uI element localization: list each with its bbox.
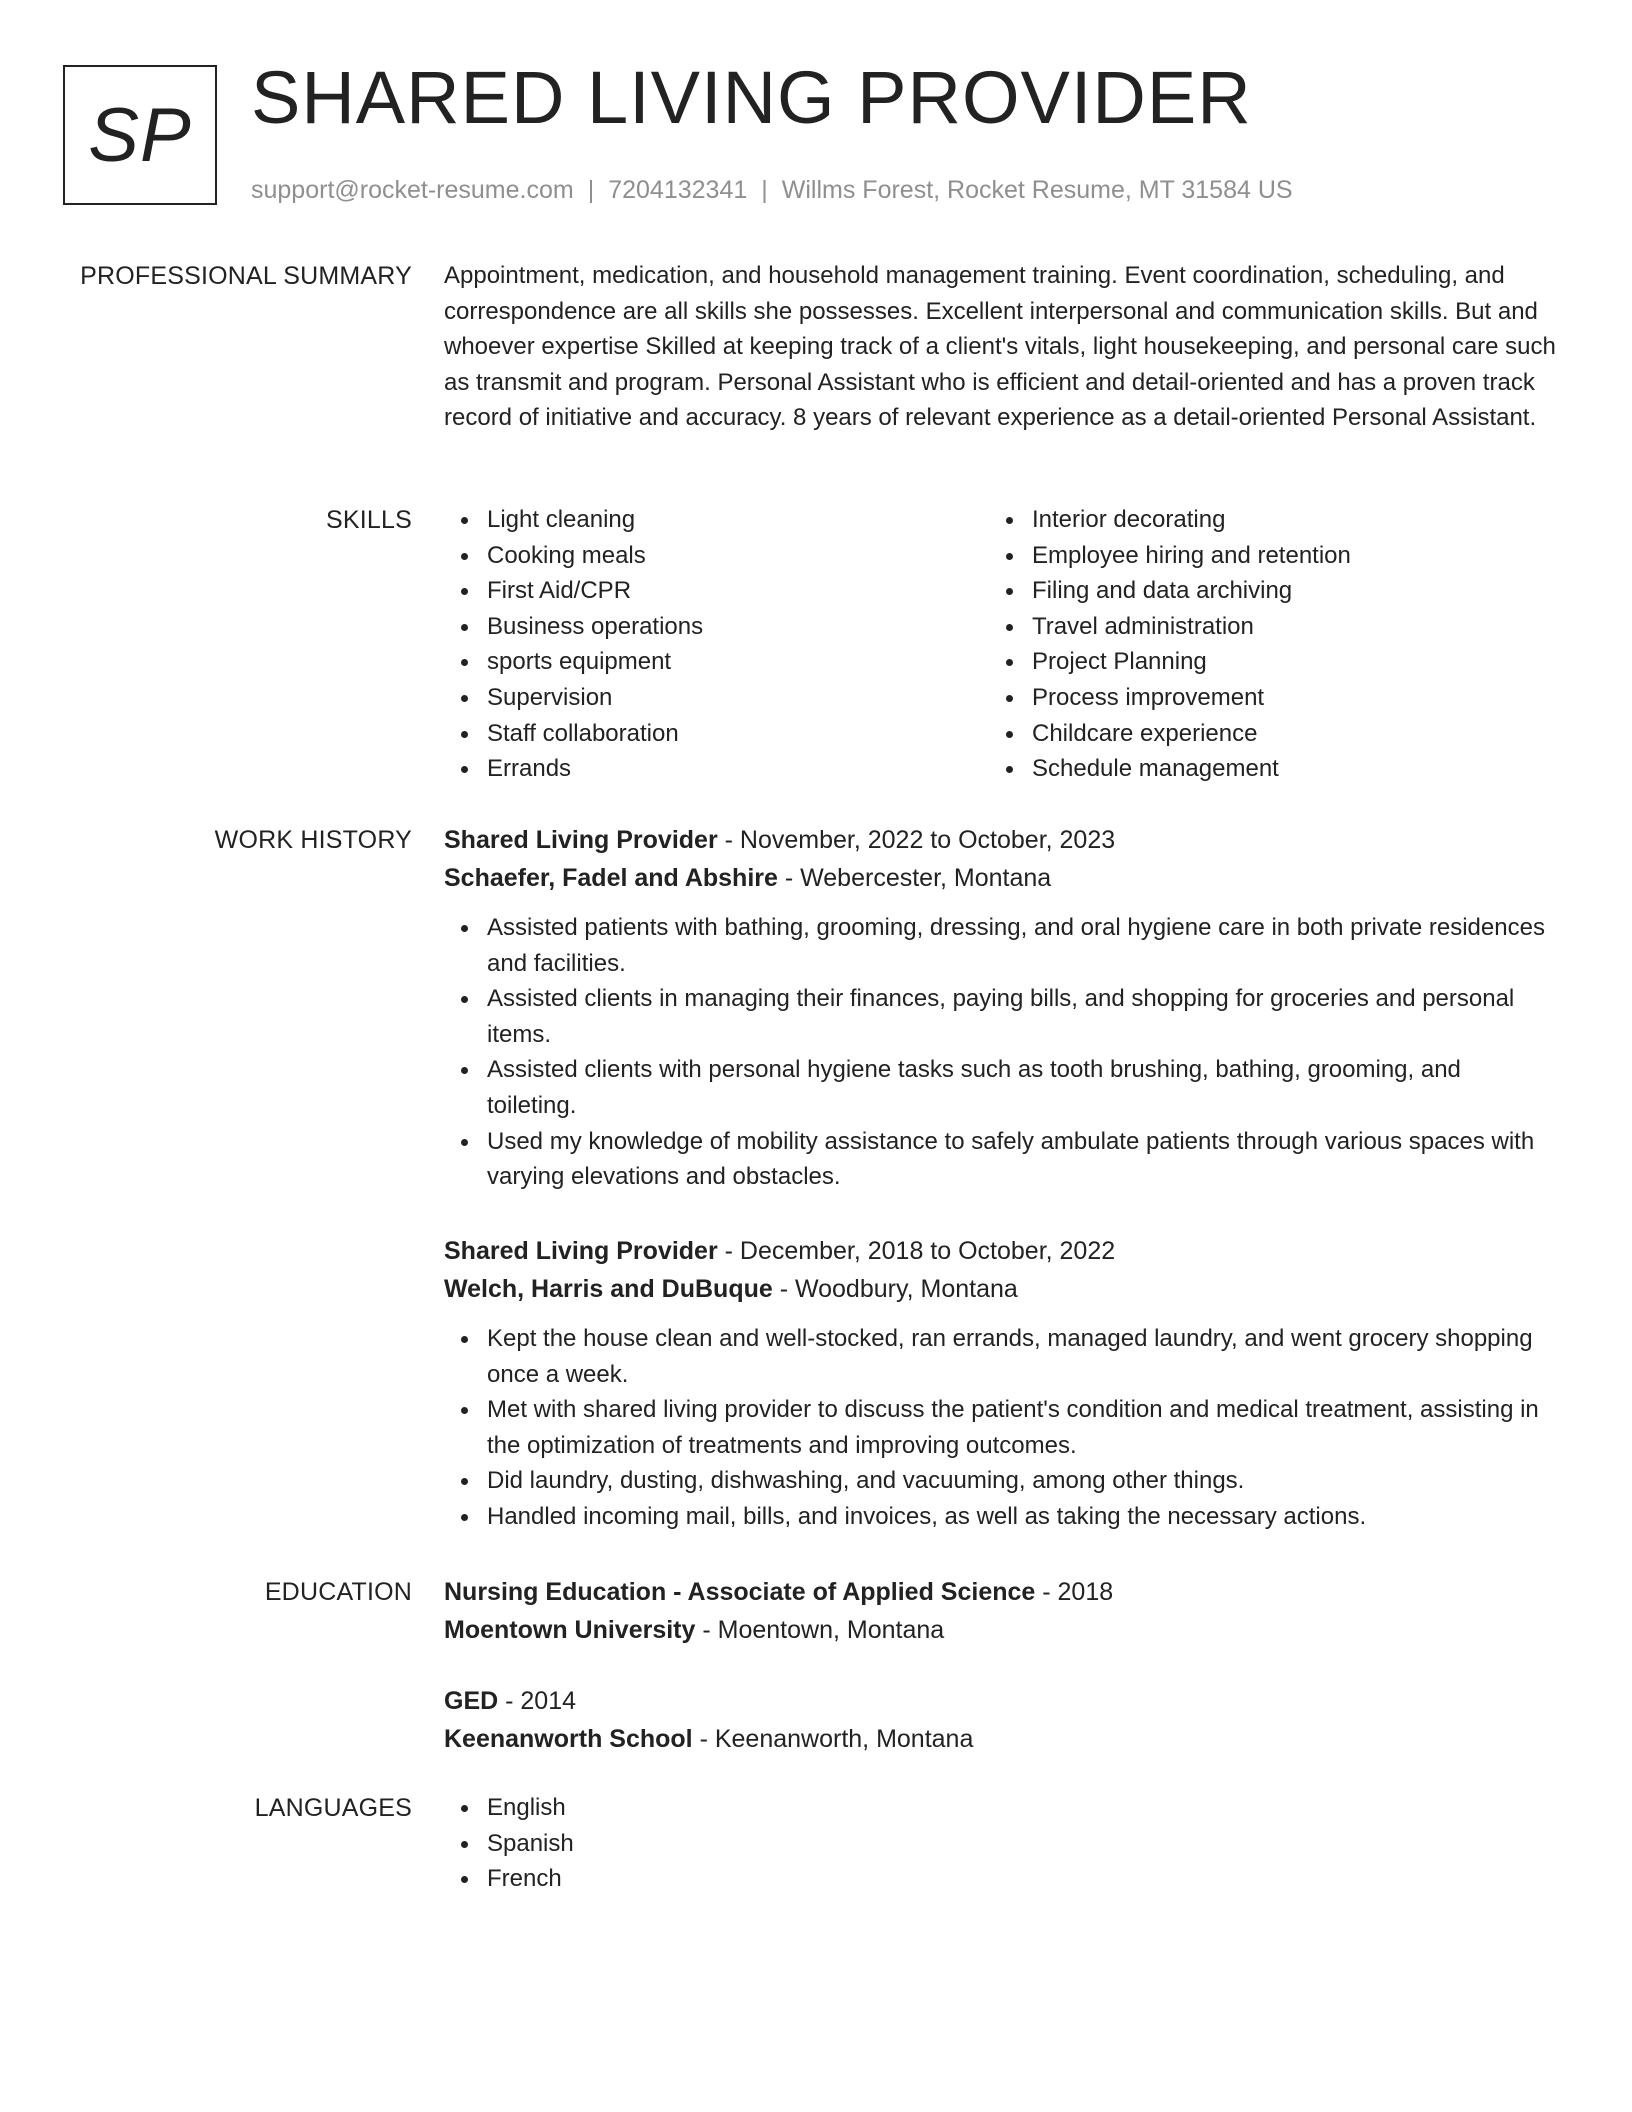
job-location: - Webercester, Montana <box>777 864 1052 892</box>
education-entry <box>444 1573 1556 1649</box>
list-item: English <box>444 1790 1556 1826</box>
list-item: Schedule management <box>989 751 1549 787</box>
list-item: Assisted clients with personal hygiene tasks such as tooth brushing, bathing, grooming, and toileting. <box>444 1052 1556 1123</box>
job-duties-list <box>444 1321 1556 1535</box>
degree-name: Nursing Education - Associate of Applied Science <box>444 1578 1036 1606</box>
job-title: Shared Living Provider <box>444 1237 718 1265</box>
skills-list-left <box>444 502 984 787</box>
job-entry <box>444 1232 1556 1535</box>
section-heading: SKILLS <box>326 506 412 534</box>
job-dates: - December, 2018 to October, 2022 <box>717 1237 1116 1265</box>
list-item: Supervision <box>444 680 984 716</box>
list-item: Met with shared living provider to discuss the patient's condition and medical treatment, assisting in the optimization of treatments and improving outcomes. <box>444 1392 1556 1463</box>
job-company-line <box>444 859 1556 897</box>
school-location: - Moentown, Montana <box>695 1616 945 1644</box>
skills-body <box>444 502 1556 792</box>
school-line <box>444 1611 1556 1649</box>
list-item: Errands <box>444 751 984 787</box>
education-entry <box>444 1682 1556 1758</box>
job-title: Shared Living Provider <box>444 826 718 854</box>
degree-line <box>444 1682 1556 1720</box>
list-item: Filing and data archiving <box>989 573 1549 609</box>
degree-year: - 2014 <box>498 1687 577 1715</box>
list-item: Handled incoming mail, bills, and invoices, as well as taking the necessary actions. <box>444 1499 1556 1535</box>
section-heading: EDUCATION <box>264 1578 412 1606</box>
list-item: Kept the house clean and well-stocked, ran errands, managed laundry, and went grocery shopping once a week. <box>444 1321 1556 1392</box>
list-item: Used my knowledge of mobility assistance to safely ambulate patients through various spaces with varying elevations and obstacles. <box>444 1124 1556 1195</box>
job-dates: - November, 2022 to October, 2023 <box>717 826 1116 854</box>
list-item: Cooking meals <box>444 538 984 574</box>
list-item: Spanish <box>444 1826 1556 1862</box>
list-item: Assisted clients in managing their finances, paying bills, and shopping for groceries and personal items. <box>444 981 1556 1052</box>
list-item: Staff collaboration <box>444 716 984 752</box>
job-entry <box>444 821 1556 1195</box>
list-item: Travel administration <box>989 609 1549 645</box>
job-location: - Woodbury, Montana <box>772 1275 1018 1303</box>
list-item: Childcare experience <box>989 716 1549 752</box>
school-line <box>444 1720 1556 1758</box>
monogram-badge: SP <box>63 65 217 205</box>
list-item: Project Planning <box>989 644 1549 680</box>
section-heading: WORK HISTORY <box>214 826 412 854</box>
list-item: sports equipment <box>444 644 984 680</box>
contact-separator: | <box>587 176 595 204</box>
degree-year: - 2018 <box>1035 1578 1114 1606</box>
candidate-name: SHARED LIVING PROVIDER <box>251 56 1252 139</box>
job-company-line <box>444 1270 1556 1308</box>
job-duties-list <box>444 910 1556 1195</box>
skills-list-right <box>989 502 1549 787</box>
list-item: Light cleaning <box>444 502 984 538</box>
resume-header <box>63 56 1572 211</box>
job-company: Welch, Harris and DuBuque <box>444 1275 773 1303</box>
languages-body <box>444 1790 1556 1897</box>
school-location: - Keenanworth, Montana <box>692 1725 974 1753</box>
list-item: Interior decorating <box>989 502 1549 538</box>
job-title-line <box>444 1232 1556 1270</box>
list-item: First Aid/CPR <box>444 573 984 609</box>
section-heading: PROFESSIONAL SUMMARY <box>80 262 412 290</box>
list-item: Process improvement <box>989 680 1549 716</box>
school-name: Moentown University <box>444 1616 696 1644</box>
section-heading: LANGUAGES <box>254 1794 412 1822</box>
list-item: Did laundry, dusting, dishwashing, and vacuuming, among other things. <box>444 1463 1556 1499</box>
degree-line <box>444 1573 1556 1611</box>
summary-text: Appointment, medication, and household management training. Event coordination, scheduling, and correspondence are all skills she possesses. Excellent interpersonal and communication skills. But and whoever expertise Skilled at keeping track of a client's vitals, light housekeeping, and personal care such as transmit and program. Personal Assistant who is efficient and detail-oriented and has a proven track record of initiative and accuracy. 8 years of relevant experience as a detail-oriented Personal Assistant. <box>444 262 1556 431</box>
degree-name: GED <box>444 1687 499 1715</box>
languages-list <box>444 1790 1556 1897</box>
contact-email: support@rocket-resume.com <box>251 176 574 204</box>
school-name: Keenanworth School <box>444 1725 693 1753</box>
job-company: Schaefer, Fadel and Abshire <box>444 864 778 892</box>
contact-phone: 7204132341 <box>608 176 748 204</box>
contact-address: Willms Forest, Rocket Resume, MT 31584 US <box>781 176 1293 204</box>
list-item: Business operations <box>444 609 984 645</box>
contact-separator: | <box>761 176 768 204</box>
contact-line <box>251 176 1293 205</box>
list-item: Employee hiring and retention <box>989 538 1549 574</box>
job-title-line <box>444 821 1556 859</box>
list-item: Assisted patients with bathing, grooming, dressing, and oral hygiene care in both private residences and facilities. <box>444 910 1556 981</box>
list-item: French <box>444 1861 1556 1897</box>
